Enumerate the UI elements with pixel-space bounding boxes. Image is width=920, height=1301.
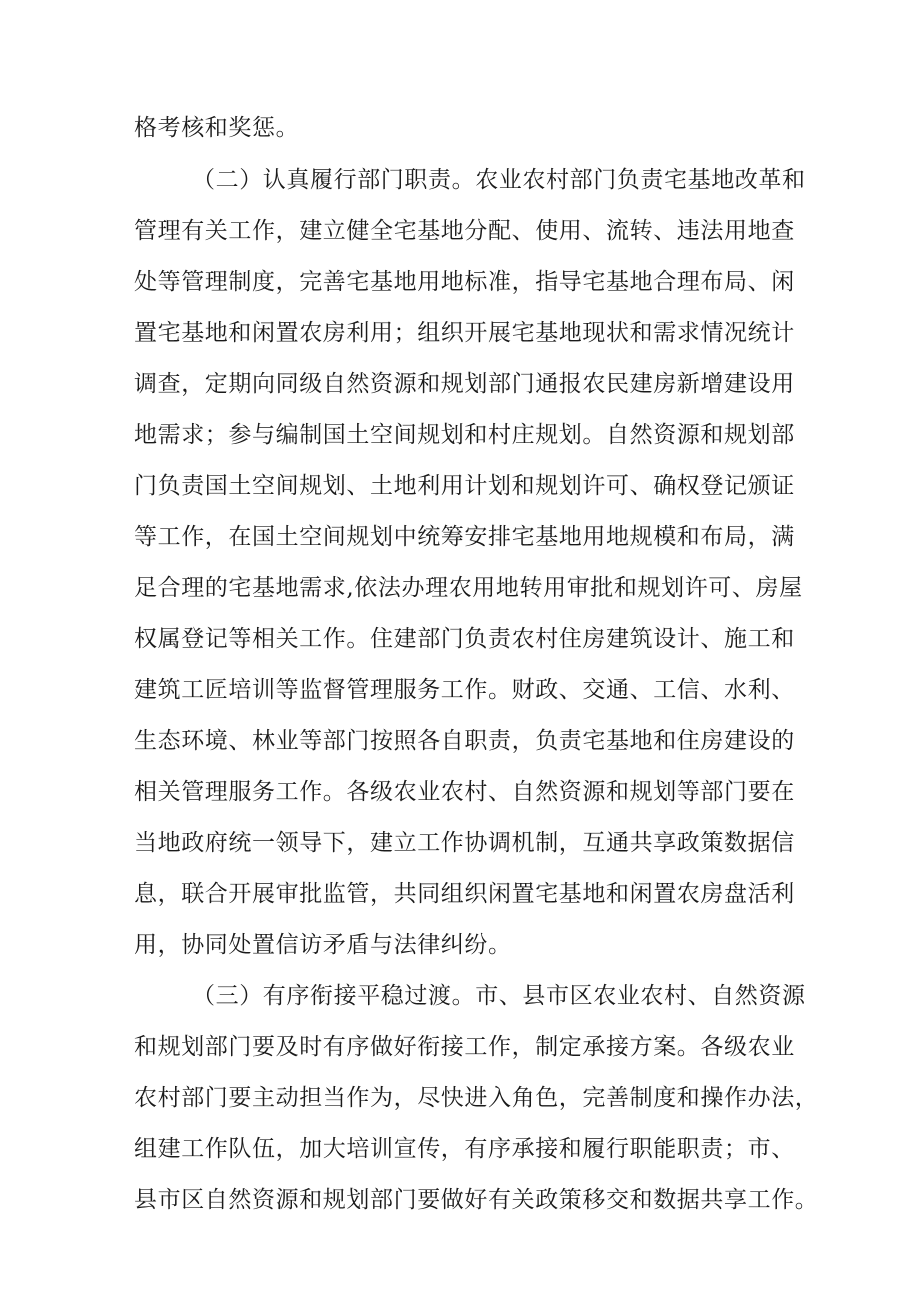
text-line: 生态环境、林业等部门按照各自职责，负责宅基地和住房建设的 — [134, 728, 795, 754]
text-line: 门负责国土空间规划、土地利用计划和规划许可、确权登记颁证 — [134, 473, 795, 499]
text-line: 用，协同处置信访矛盾与法律纠纷。 — [134, 932, 512, 958]
text-line: 和规划部门要及时有序做好衔接工作，制定承接方案。各级农业 — [134, 1034, 795, 1060]
text-line: 农村部门要主动担当作为，尽快进入角色，完善制度和操作办法， — [134, 1085, 819, 1111]
text-line: 等工作，在国土空间规划中统筹安排宅基地用地规模和布局，满 — [134, 524, 795, 550]
text-line: 管理有关工作，建立健全宅基地分配、使用、流转、违法用地查 — [134, 218, 795, 244]
text-line: 当地政府统一领导下，建立工作协调机制，互通共享政策数据信 — [134, 830, 795, 856]
text-line: 足合理的宅基地需求,依法办理农用地转用审批和规划许可、房屋 — [134, 575, 803, 601]
text-line: 处等管理制度，完善宅基地用地标准，指导宅基地合理布局、闲 — [134, 269, 795, 295]
text-line: 权属登记等相关工作。住建部门负责农村住房建筑设计、施工和 — [134, 626, 795, 652]
paragraph-2-first-line: （二）认真履行部门职责。农业农村部门负责宅基地改革和 — [192, 167, 806, 193]
text-line: 息，联合开展审批监管，共同组织闲置宅基地和闲置农房盘活利 — [134, 881, 795, 907]
text-line: 建筑工匠培训等监督管理服务工作。财政、交通、工信、水利、 — [134, 677, 795, 703]
text-line: 相关管理服务工作。各级农业农村、自然资源和规划等部门要在 — [134, 779, 795, 805]
text-line: 组建工作队伍，加大培训宣传，有序承接和履行职能职责；市、 — [134, 1136, 795, 1162]
text-line: 格考核和奖惩。 — [134, 115, 300, 141]
text-line: 调查，定期向同级自然资源和规划部门通报农民建房新增建设用 — [134, 371, 795, 397]
text-line: 置宅基地和闲置农房利用；组织开展宅基地现状和需求情况统计 — [134, 320, 795, 346]
text-line: 地需求；参与编制国土空间规划和村庄规划。自然资源和规划部 — [134, 422, 795, 448]
text-line: 县市区自然资源和规划部门要做好有关政策移交和数据共享工作。 — [134, 1187, 819, 1213]
paragraph-3-first-line: （三）有序衔接平稳过渡。市、县市区农业农村、自然资源 — [192, 983, 806, 1009]
